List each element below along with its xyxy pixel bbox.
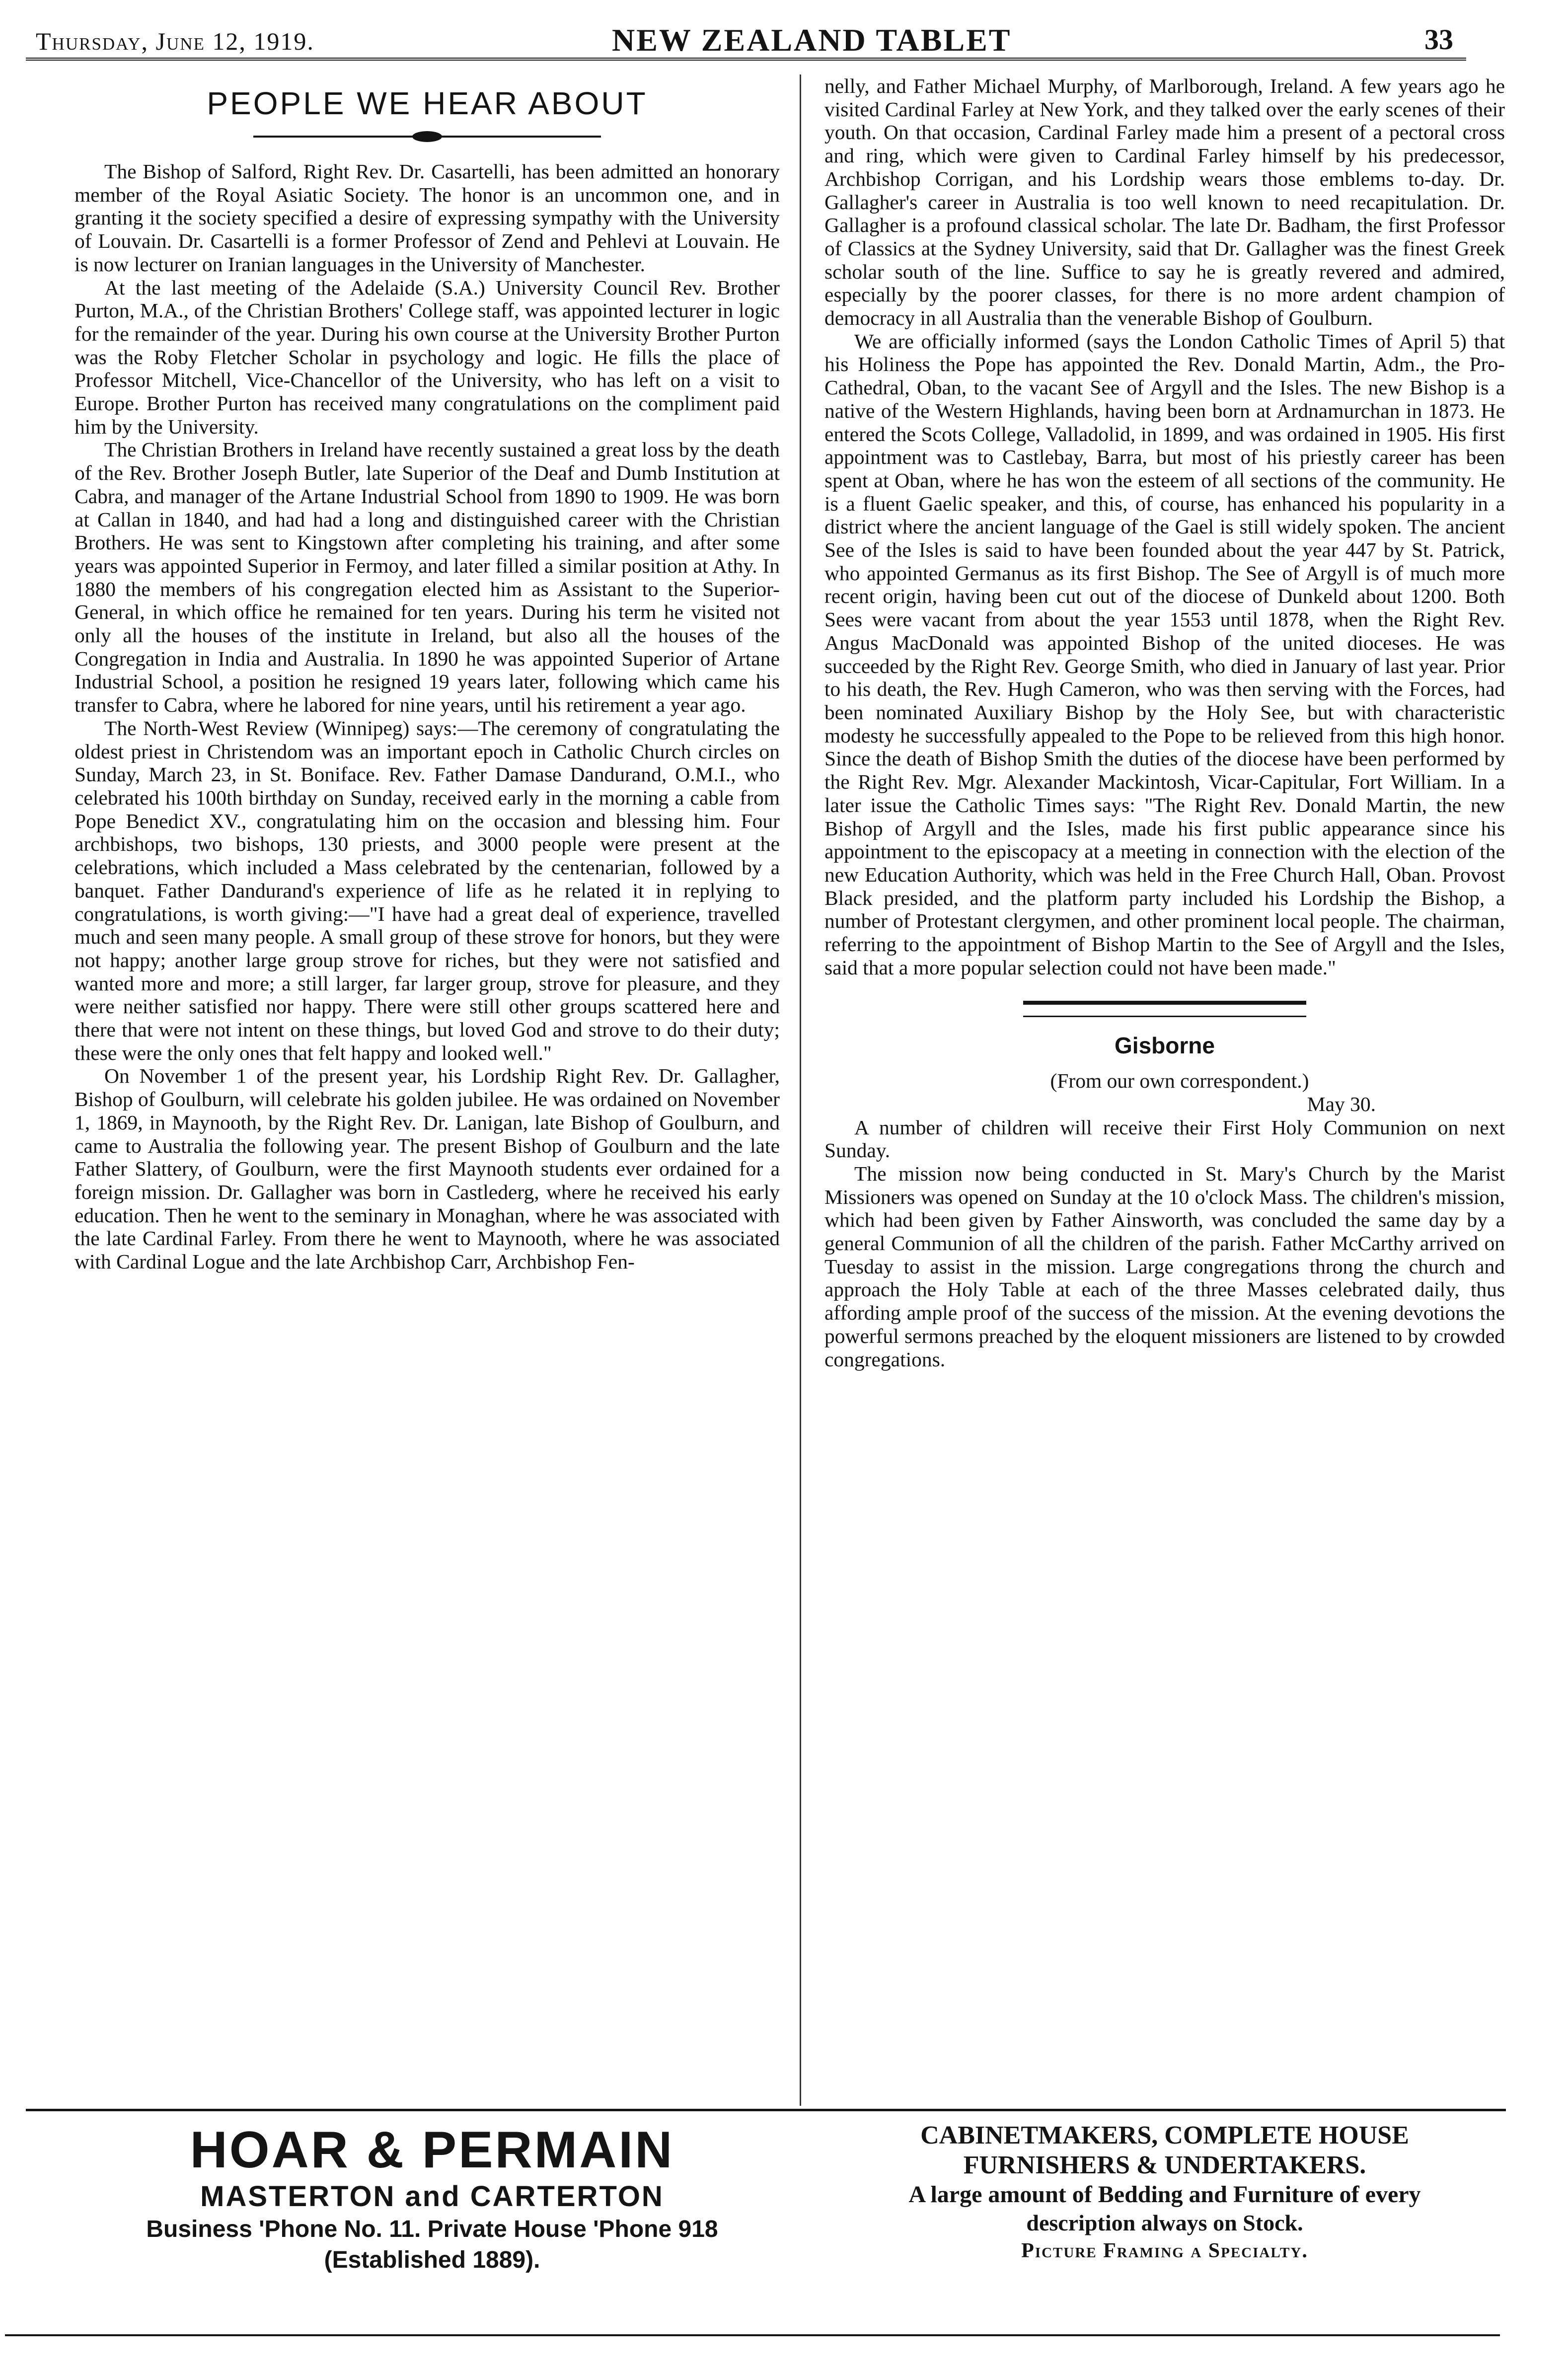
issue-date: Thursday, June 12, 1919. [36,27,314,55]
ad-line-3: A large amount of Bedding and Furniture of every [908,2181,1421,2208]
paragraph-dandurand: The North-West Review (Winnipeg) says:—The ceremony of congratulating the oldest priest in Christendom was an important epoch in Catholic Church circles on Sunday, March 23, in St. Boniface. Rev. Father Damase Dandurand, O.M.I., who celebrated his 100th birthday on Sunday, received early in the morning a cable from Pope Benedict XV., congratulating him on the occasion and blessing him. Four archbishops, two bishops, 130 priests, and 3000 people were present at the celebrations, which included a Mass celebrated by the centenarian, followed by a banquet. Father Dandurand's experience of life as he related it in replying to congratulations, is worth giving:—"I have had a great deal of experience, travelled much and seen many people. A small group of these strove for honors, but they were not happy; another large group strove for riches, but they were not satisfied and wanted more and more; a still larger, far larger group, strove for pleasure, and they were neither satisfied nor happy. There were still other groups scattered here and there that were not intent on these things, but loved God and strove to do their duty; these were the only ones that felt happy and looked well." [75,716,780,1064]
ad-established: (Established 1889). [324,2247,540,2273]
section-separator [1023,1001,1306,1017]
ad-line-4: description always on Stock. [1026,2210,1303,2235]
section-title: PEOPLE WE HEAR ABOUT [207,85,648,121]
advertisement-rule [26,2109,1506,2111]
ad-line-2: FURNISHERS & UNDERTAKERS. [963,2151,1366,2179]
ad-line-5: Picture Framing a Specialty. [1021,2239,1308,2262]
bottom-rule [5,2334,1500,2336]
paragraph-gallagher: On November 1 of the present year, his Lordship Right Rev. Dr. Gallagher, Bishop of Goulburn, will celebrate his golden jubilee. He was ordained on November 1, 1869, in Maynooth, by the Right Rev. Dr. Lanigan, late Bishop of Goulburn, and came to Australia the following year. The present Bishop of Goulburn and the late Father Slattery, of Goulburn, were the first Maynooth students ever ordained for a foreign mission. Dr. Gallagher was born in Castlederg, where he received his early education. Then he went to the seminary in Monaghan, where he was associated with the late Cardinal Farley. From there he went to Maynooth, where he was associated with Cardinal Logue and the late Archbishop Carr, Archbishop Fen- [75,1064,780,1273]
page-number: 33 [1424,23,1453,56]
ad-line-1: CABINETMAKERS, COMPLETE HOUSE [920,2121,1409,2150]
paragraph-mission: The mission now being conducted in St. Mary's Church by the Marist Missioners was opened on Sunday at the 10 o'clock Mass. The children's mission, which had been given by Father Ainsworth, was concluded the same day by a general Communion of all the children of the parish. Father McCarthy arrived on Tuesday to assist in the mission. Large congregations throng the church and approach the Holy Table at each of the three Masses celebrated daily, thus affording ample proof of the success of the mission. At the evening devotions the powerful sermons preached by the eloquent missioners are listened to by crowded congregations. [824,1162,1505,1371]
right-column [824,74,1505,1371]
column-divider [800,74,801,2106]
paragraph-purton: At the last meeting of the Adelaide (S.A.) University Council Rev. Brother Purton, M.A., of the Christian Brothers' College staff, was appointed lecturer in logic for the remainder of the year. During his own course at the University Brother Purton was the Roby Fletcher Scholar in psychology and logic. He fills the place of Professor Mitchell, Vice-Chancellor of the University, who has left on a visit to Europe. Brother Purton has received many congratulations on the compliment paid him by the University. [75,276,780,438]
paragraph-casartelli: The Bishop of Salford, Right Rev. Dr. Casartelli, has been admitted an honorary member of the Royal Asiatic Society. The honor is an uncommon one, and in granting it the society specified a desire of expressing sympathy with the University of Louvain. Dr. Casartelli is a former Professor of Zend and Pehlevi at Louvain. He is now lecturer on Iranian languages in the University of Manchester. [75,160,780,276]
advertisement-cabinetmakers [824,2121,1505,2265]
gisborne-byline: (From our own correspondent.) [1050,1069,1309,1093]
page-header [26,20,1466,61]
ad-firm-name: HOAR & PERMAIN [190,2121,674,2179]
paragraph-martin: We are officially informed (says the London Catholic Times of April 5) that his Holiness the Pope has appointed the Rev. Donald Martin, Adm., the Pro-Cathedral, Oban, to the vacant See of Argyll and the Isles. The new Bishop is a native of the Western Highlands, having been born at Ardnamurchan in 1873. He entered the Scots College, Valladolid, in 1899, and was ordained in 1905. His first appointment was to Castlebay, Barra, but most of his priestly career has been spent at Oban, where he has won the esteem of all sections of the community. He is a fluent Gaelic speaker, and this, of course, has enhanced his popularity in a district where the ancient language of the Gael is still widely spoken. The ancient See of the Isles is said to have been founded about the year 447 by St. Patrick, who appointed Germanus as its first Bishop. The See of Argyll is of much more recent origin, having been cut out of the diocese of Dunkeld about 1200. Both Sees were vacant from about the year 1553 until 1878, when the Right Rev. Angus MacDonald was appointed Bishop of the united dioceses. He was succeeded by the Right Rev. George Smith, who died in January of last year. Prior to his death, the Rev. Hugh Cameron, who was then serving with the Forces, had been nominated Auxiliary Bishop by the Holy See, but with characteristic modesty he successfully appealed to the Pope to be relieved from this high honor. Since the death of Bishop Smith the duties of the diocese have been performed by the Right Rev. Mgr. Alexander Mackintosh, Vicar-Capitular, Fort William. In a later issue the Catholic Times says: "The Right Rev. Donald Martin, the new Bishop of Argyll and the Isles, made his first public appearance since his appointment to the episcopacy at a meeting in connection with the election of the new Education Authority, which was held in the Free Church Hall, Oban. Provost Black presided, and the platform party included his Lordship the Bishop, a number of Protestant clergymen, and other prominent local people. The chairman, referring to the appointment of Bishop Martin to the See of Argyll and the Isles, said that a more popular selection could not have been made." [824,329,1505,979]
advertisement-hoar-permain [75,2121,790,2276]
gisborne-date: May 30. [1307,1092,1376,1115]
newspaper-title: NEW ZEALAND TABLET [612,22,1012,58]
paragraph-communion: A number of children will receive their First Holy Communion on next Sunday. [824,1115,1505,1162]
title-ornament [75,128,780,145]
gisborne-title: Gisborne [1115,1033,1215,1059]
left-column [75,74,780,1273]
ad-phones: Business 'Phone No. 11. Private House 'Phone 918 [146,2216,718,2242]
paragraph-butler: The Christian Brothers in Ireland have recently sustained a great loss by the death of the Rev. Brother Joseph Butler, late Superior of the Deaf and Dumb Institution at Cabra, and manager of the Artane Industrial School from 1890 to 1909. He was born at Callan in 1840, and had had a long and distinguished career with the Christian Brothers. He was sent to Kingstown after completing his training, and after some years was appointed Superior in Fermoy, and later filled a similar position at Athy. In 1880 the members of his congregation elected him as Assistant to the Superior-General, in which office he remained for ten years. During his term he visited not only all the houses of the institute in Ireland, but also all the houses of the Congregation in India and Australia. In 1890 he was appointed Superior of Artane Industrial School, a position he resigned 19 years later, following which came his transfer to Cabra, where he labored for nine years, until his retirement a year ago. [75,438,780,717]
ad-towns: MASTERTON and CARTERTON [200,2180,664,2213]
paragraph-gallagher-continued: nelly, and Father Michael Murphy, of Marlborough, Ireland. A few years ago he visited Cardinal Farley at New York, and they talked over the early scenes of their youth. On that occasion, Cardinal Farley made him a present of a pectoral cross and ring, which were given to Cardinal Farley himself by his predecessor, Archbishop Corrigan, and his Lordship wears those emblems to-day. Dr. Gallagher's career in Australia is too well known to need recapitulation. Dr. Gallagher is a profound classical scholar. The late Dr. Badham, the first Professor of Classics at the Sydney University, said that Dr. Gallagher was the finest Greek scholar south of the line. Suffice to say he is greatly revered and admired, especially by the poorer classes, for there is no more ardent champion of democracy in all Australia than the venerable Bishop of Goulburn. [824,74,1505,330]
